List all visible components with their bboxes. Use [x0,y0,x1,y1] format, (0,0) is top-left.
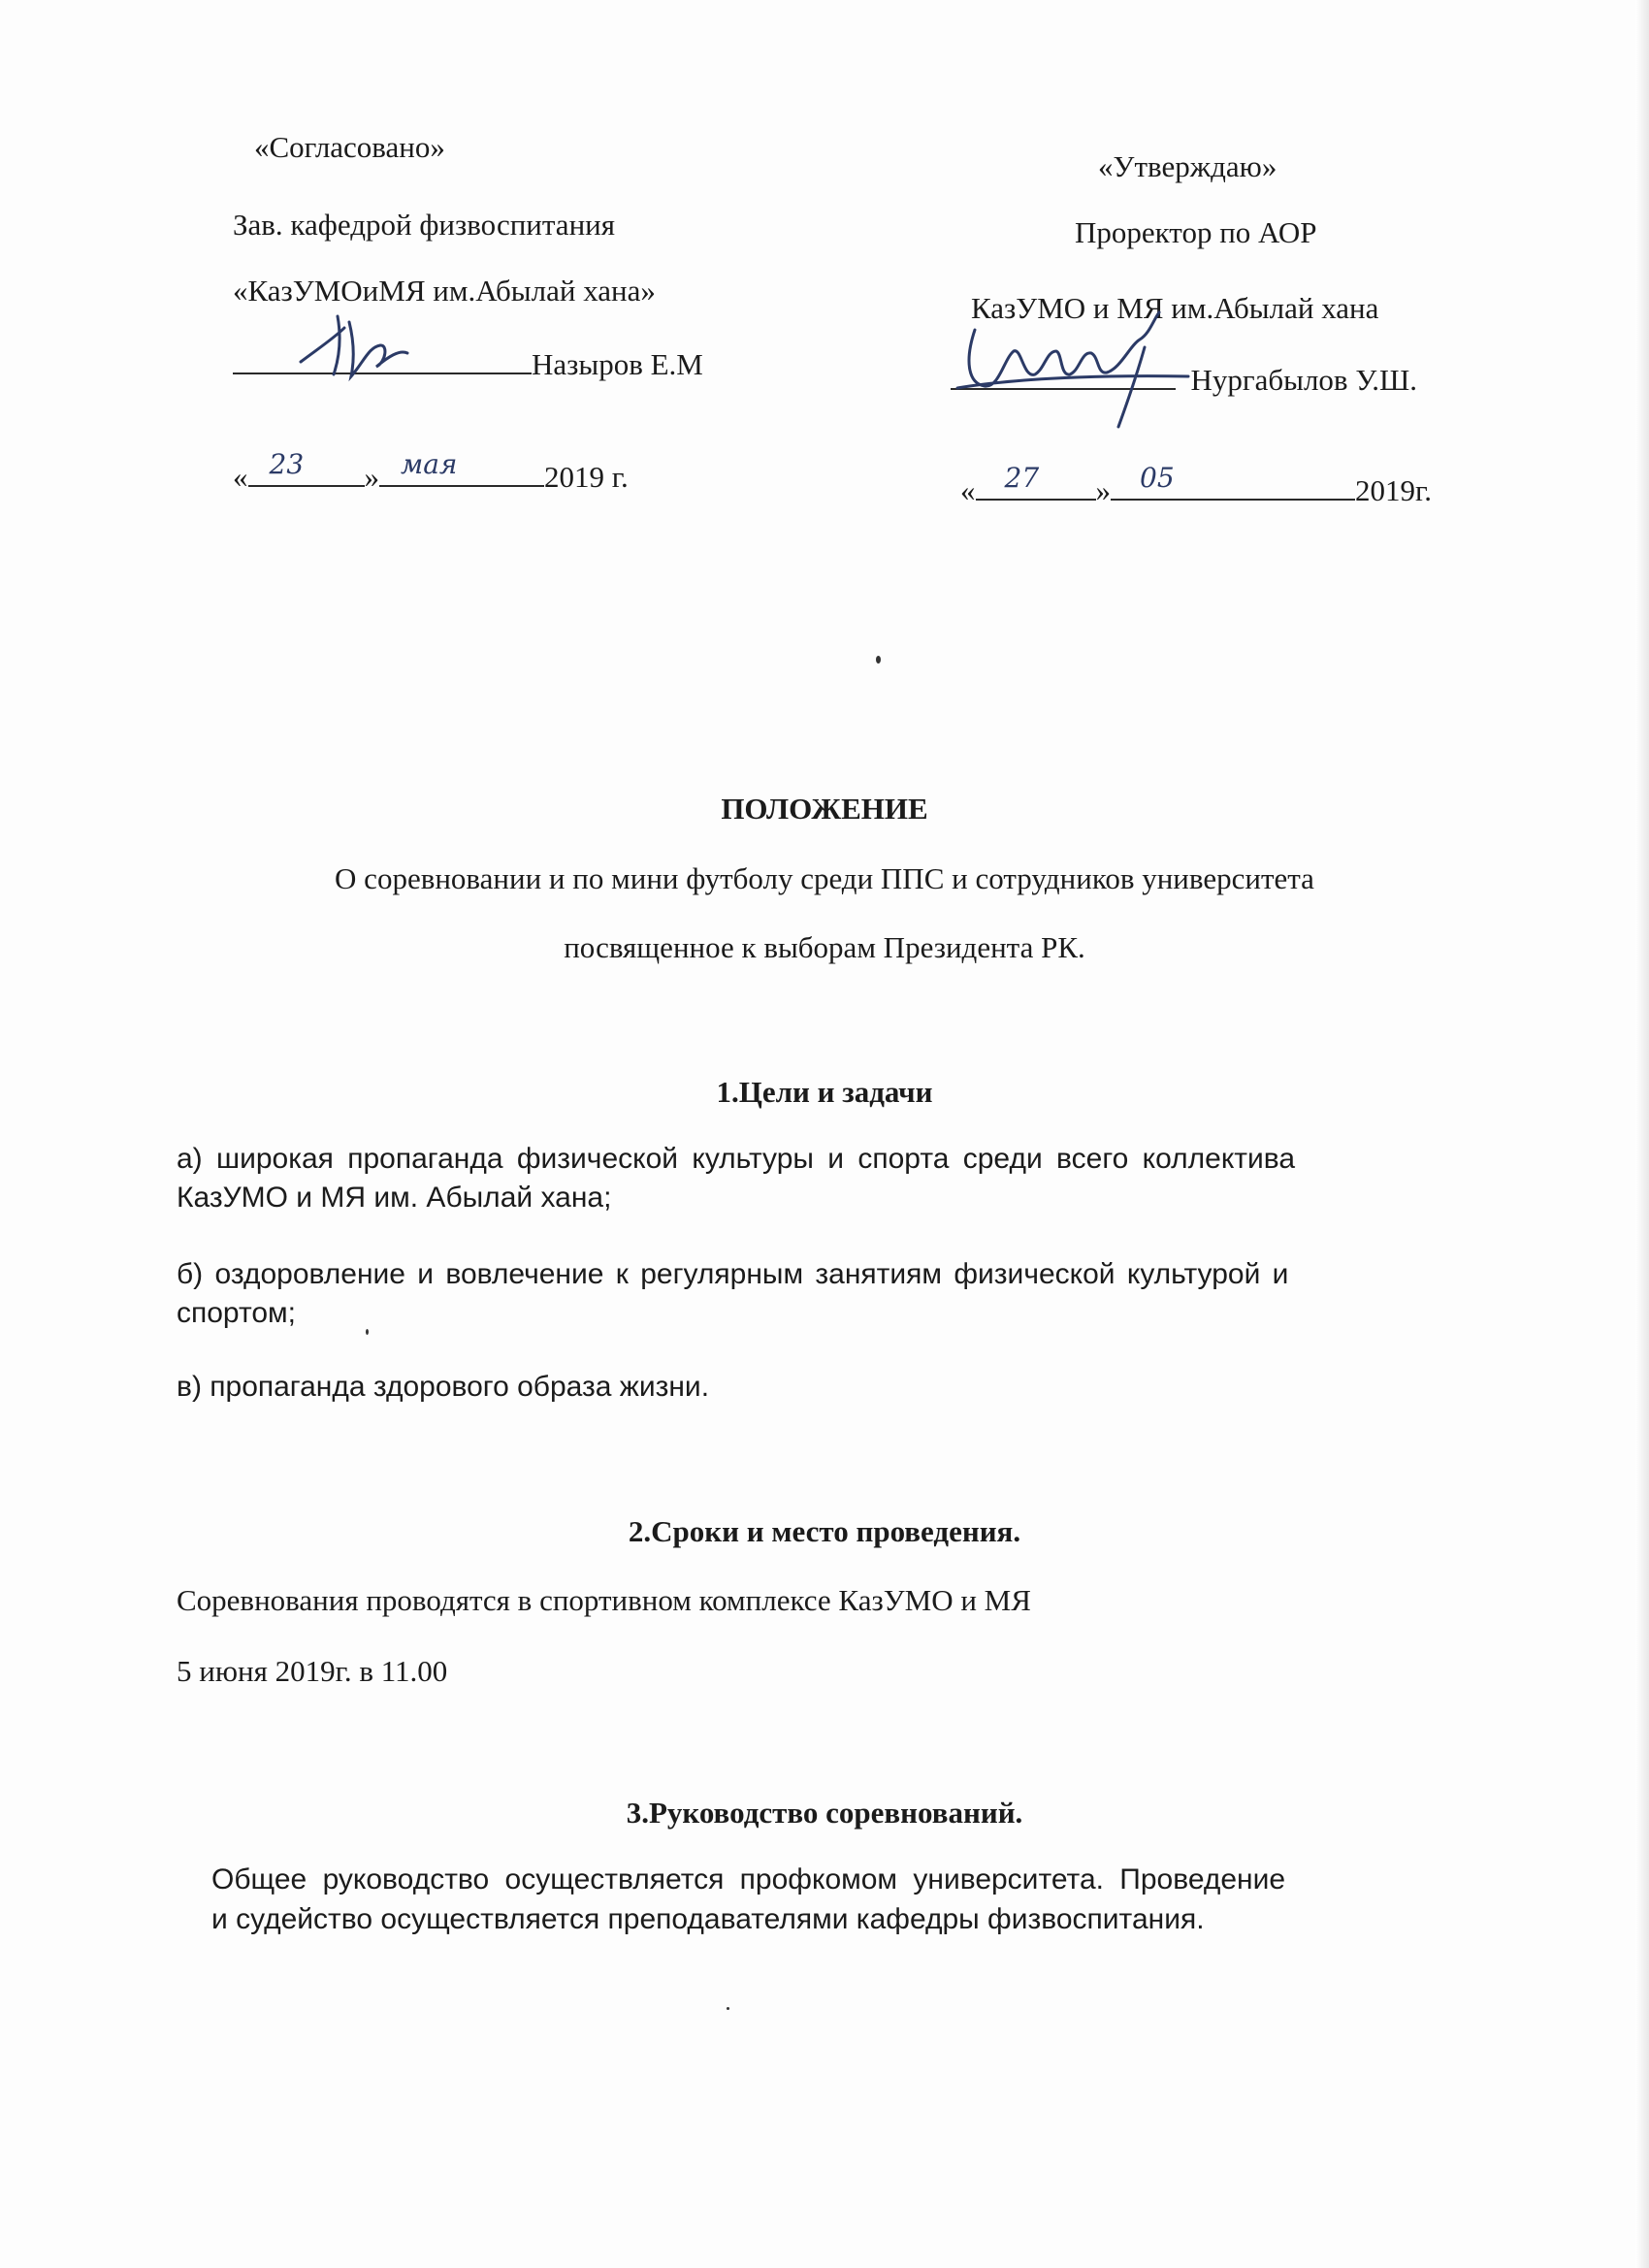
approve-date-year: 2019г. [1355,473,1432,507]
agreed-label: «Согласовано» [254,130,445,164]
document-title: ПОЛОЖЕНИЕ [721,792,928,826]
agreed-date-month-blank [379,448,544,487]
section2-line2: 5 июня 2019г. в 11.00 [177,1654,448,1688]
agreed-date-year: 2019 г. [544,460,629,494]
section2-heading: 2.Сроки и место проведения. [628,1514,1021,1548]
section3-heading: 3.Руководство соревнований. [626,1796,1023,1830]
agreed-date-month: мая [401,448,458,480]
approve-date-month: 05 [1140,462,1175,494]
agreed-date-day: 23 [269,448,305,480]
section3-line1: Общее руководство осуществляется профкомом университета. Проведение [211,1863,1286,1895]
agreed-position: Зав. кафедрой физвоспитания [233,208,616,242]
approve-label: «Утверждаю» [1098,149,1277,183]
approve-date: « 27 » 05 2019г. [960,462,1432,507]
section3-line2: и судейство осуществляется преподавателями кафедры физвоспитания. [211,1903,1205,1935]
section2-line1: Соревнования проводятся в спортивном комплексе КазУМО и МЯ [177,1583,1031,1617]
agreed-date: « 23 » мая 2019 г. [233,448,629,494]
document-subtitle-line1: О соревновании и по мини футболу среди ППС и сотрудников университета [335,861,1314,895]
approve-signature [946,291,1198,437]
section1-item-b-line2: спортом; [177,1297,297,1329]
agreed-org: «КазУМОиМЯ им.Абылай хана» [233,274,656,308]
approve-name: Нургабылов У.Ш. [1190,363,1417,397]
scan-speck [366,1329,369,1335]
approve-org: КазУМО и МЯ им.Абылай хана [971,291,1379,325]
section1-item-a-line2: КазУМО и МЯ им. Абылай хана; [177,1182,612,1214]
approve-date-day: 27 [1004,462,1040,494]
document-subtitle-line2: посвященное к выборам Президента РК. [564,930,1085,964]
section1-item-b-line1: б) оздоровление и вовлечение к регулярным занятиям физической культурой и [177,1258,1289,1290]
approve-date-day-blank [976,462,1096,501]
agreed-signature [291,308,427,384]
section1-heading: 1.Цели и задачи [716,1075,933,1109]
section1-item-c: в) пропаганда здорового образа жизни. [177,1371,710,1403]
agreed-name: Назыров Е.М [532,347,703,381]
scan-edge [1635,0,1649,2268]
approve-position: Проректор по АОР [1075,215,1317,249]
approve-date-month-blank [1111,462,1355,501]
section1-item-a-line1: а) широкая пропаганда физической культуры и спорта среди всего коллектива [177,1143,1296,1175]
scan-speck [727,2007,729,2010]
agreed-date-day-blank [248,448,365,487]
scan-speck [876,656,881,664]
